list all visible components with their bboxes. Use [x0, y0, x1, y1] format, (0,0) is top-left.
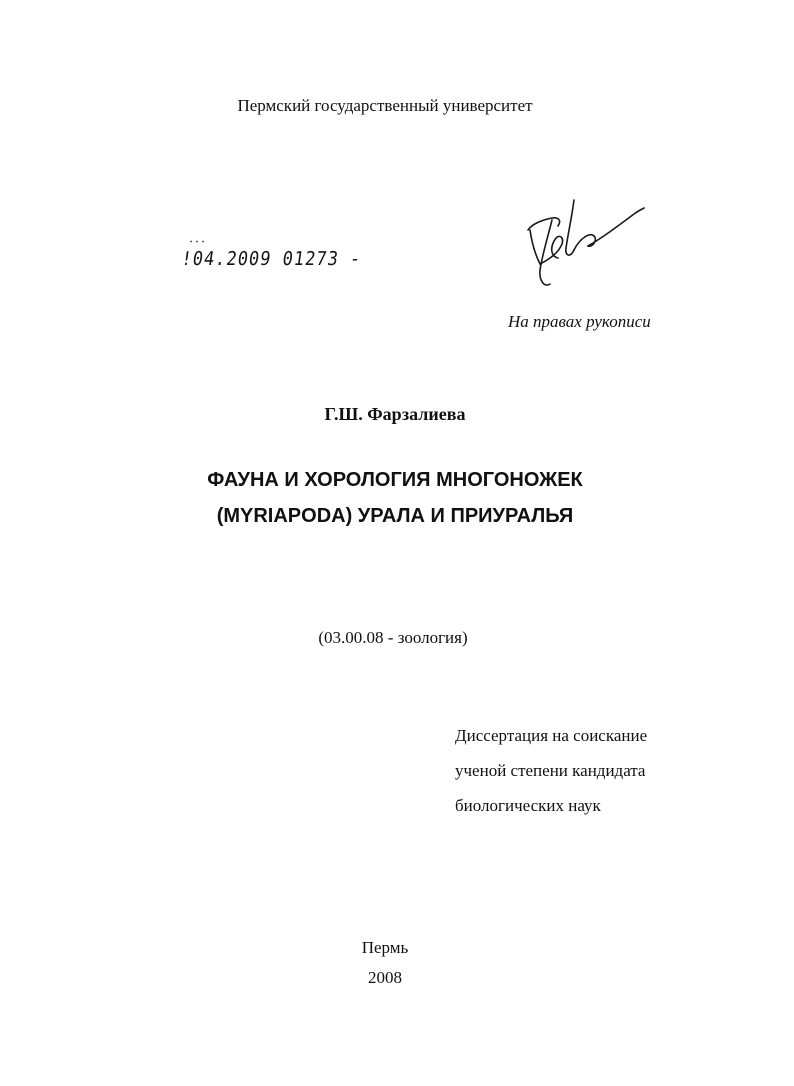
degree-line-3: биологических наук: [455, 796, 601, 815]
title-line-1: ФАУНА И ХОРОЛОГИЯ МНОГОНОЖЕК: [207, 469, 583, 491]
author-name: Г.Ш. Фарзалиева: [324, 404, 466, 424]
stamp-dots: [189, 240, 209, 243]
degree-statement: [455, 718, 647, 823]
university-name: Пермский государственный университет: [237, 96, 533, 115]
degree-line-2: ученой степени кандидата: [455, 761, 646, 780]
manuscript-rights-note: На правах рукописи: [508, 312, 651, 331]
degree-line-1: Диссертация на соискание: [455, 726, 648, 745]
handwritten-signature: [518, 190, 650, 294]
city: Пермь: [361, 938, 409, 957]
title-line-2: (MYRIAPODA) УРАЛА И ПРИУРАЛЬЯ: [216, 505, 574, 527]
dissertation-title: [0, 462, 792, 534]
registration-stamp-number: !04.2009 01273 -: [179, 248, 363, 271]
specialty-code: (03.00.08 - зоология): [318, 628, 468, 647]
year: 2008: [368, 968, 402, 987]
